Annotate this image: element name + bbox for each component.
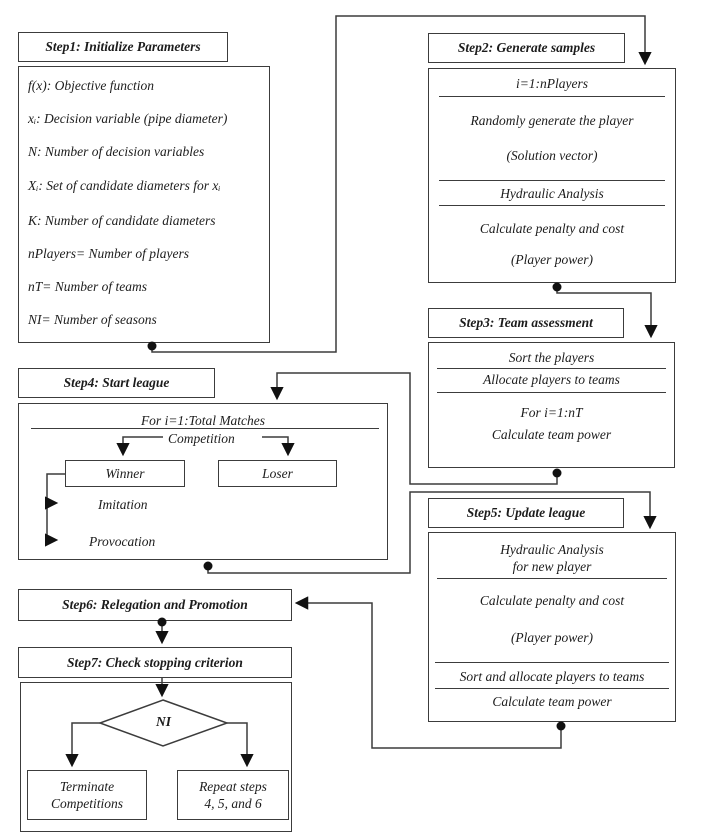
step1-param-nplayers: nPlayers= Number of players bbox=[28, 246, 189, 261]
step1-param-objective: f(x): Objective function bbox=[28, 78, 154, 93]
repeat-line-2: 4, 5, and 6 bbox=[204, 796, 262, 811]
step7-terminate-box bbox=[27, 770, 147, 820]
step1-param-decision: xᵢ: Decision variable (pipe diameter) bbox=[28, 111, 228, 126]
step3-row-power: Calculate team power bbox=[491, 427, 612, 442]
step4-competition-label: Competition bbox=[168, 431, 235, 446]
step3-divider-1 bbox=[437, 368, 666, 369]
dot-step5 bbox=[557, 722, 566, 731]
step3-row-sort: Sort the players bbox=[508, 350, 595, 365]
step2-divider-2 bbox=[439, 180, 665, 181]
step4-provocation-label: Provocation bbox=[89, 534, 156, 549]
step3-row-loop: For i=1:nT bbox=[520, 405, 583, 420]
step3-process-box bbox=[428, 342, 675, 468]
step5-row-teampower: Calculate team power bbox=[492, 694, 612, 709]
step3-title-box bbox=[428, 308, 624, 338]
step4-divider-1 bbox=[31, 428, 379, 429]
step7-repeat-box bbox=[177, 770, 289, 820]
step6-title: Step6: Relegation and Promotion bbox=[62, 597, 248, 612]
step1-param-nvars: N: Number of decision variables bbox=[28, 144, 205, 159]
step2-row-hydraulic: Hydraulic Analysis bbox=[500, 186, 604, 201]
step6-title-box bbox=[18, 589, 292, 621]
step3-divider-2 bbox=[437, 392, 666, 393]
step1-param-nseasons: NI= Number of seasons bbox=[28, 312, 157, 327]
terminate-line-1: Terminate bbox=[59, 779, 115, 794]
step1-param-candidates: Xᵢ: Set of candidate diameters for xᵢ bbox=[28, 178, 221, 193]
step5-row-sort: Sort and allocate players to teams bbox=[459, 669, 645, 684]
step5-row-hydraulic: Hydraulic Analysis bbox=[500, 542, 604, 557]
step2-row-penalty: Calculate penalty and cost bbox=[479, 221, 625, 236]
step5-process-box bbox=[428, 532, 676, 722]
step2-row-power: (Player power) bbox=[510, 252, 594, 267]
step7-title-box bbox=[18, 647, 292, 678]
dot-step2 bbox=[553, 283, 562, 292]
step4-row-loop: For i=1:Total Matches bbox=[140, 413, 266, 428]
step2-process-box bbox=[428, 68, 676, 283]
dot-step4 bbox=[204, 562, 213, 571]
step5-row-penalty: Calculate penalty and cost bbox=[479, 593, 625, 608]
step4-winner-label: Winner bbox=[105, 465, 145, 481]
step4-loser-box bbox=[218, 460, 337, 487]
step3-title: Step3: Team assessment bbox=[459, 315, 593, 330]
step1-title-box bbox=[18, 32, 228, 62]
step4-title-box bbox=[18, 368, 215, 398]
step7-title: Step7: Check stopping criterion bbox=[67, 654, 243, 670]
step5-divider-2 bbox=[435, 662, 669, 663]
step2-row-generate: Randomly generate the player bbox=[470, 113, 634, 128]
terminate-line-2: Competitions bbox=[50, 796, 123, 811]
step5-title: Step5: Update league bbox=[466, 505, 586, 520]
step5-divider-3 bbox=[435, 688, 669, 689]
step2-divider-3 bbox=[439, 205, 665, 206]
step4-title: Step4: Start league bbox=[63, 375, 170, 390]
step1-param-nteams: nT= Number of teams bbox=[28, 279, 147, 294]
step3-row-allocate: Allocate players to teams bbox=[483, 372, 620, 387]
step4-winner-box bbox=[65, 460, 185, 487]
step4-loser-label: Loser bbox=[262, 465, 293, 481]
step2-divider-1 bbox=[439, 96, 665, 97]
step2-title: Step2: Generate samples bbox=[457, 40, 596, 55]
step5-row-newplayer: for new player bbox=[512, 559, 592, 574]
step4-imitation-label: Imitation bbox=[98, 497, 148, 512]
step2-title-box bbox=[428, 33, 625, 63]
step1-params-box bbox=[18, 66, 270, 343]
step7-decision-label: NI bbox=[155, 714, 171, 729]
repeat-line-1: Repeat steps bbox=[199, 779, 267, 794]
step1-param-k: K: Number of candidate diameters bbox=[28, 213, 216, 228]
step5-divider-1 bbox=[437, 578, 667, 579]
step5-row-power: (Player power) bbox=[510, 630, 594, 645]
dot-step3 bbox=[553, 469, 562, 478]
step5-title-box bbox=[428, 498, 624, 528]
step2-row-loop: i=1:nPlayers bbox=[515, 76, 589, 91]
step1-title: Step1: Initialize Parameters bbox=[45, 39, 201, 54]
step2-row-solution: (Solution vector) bbox=[506, 148, 598, 163]
